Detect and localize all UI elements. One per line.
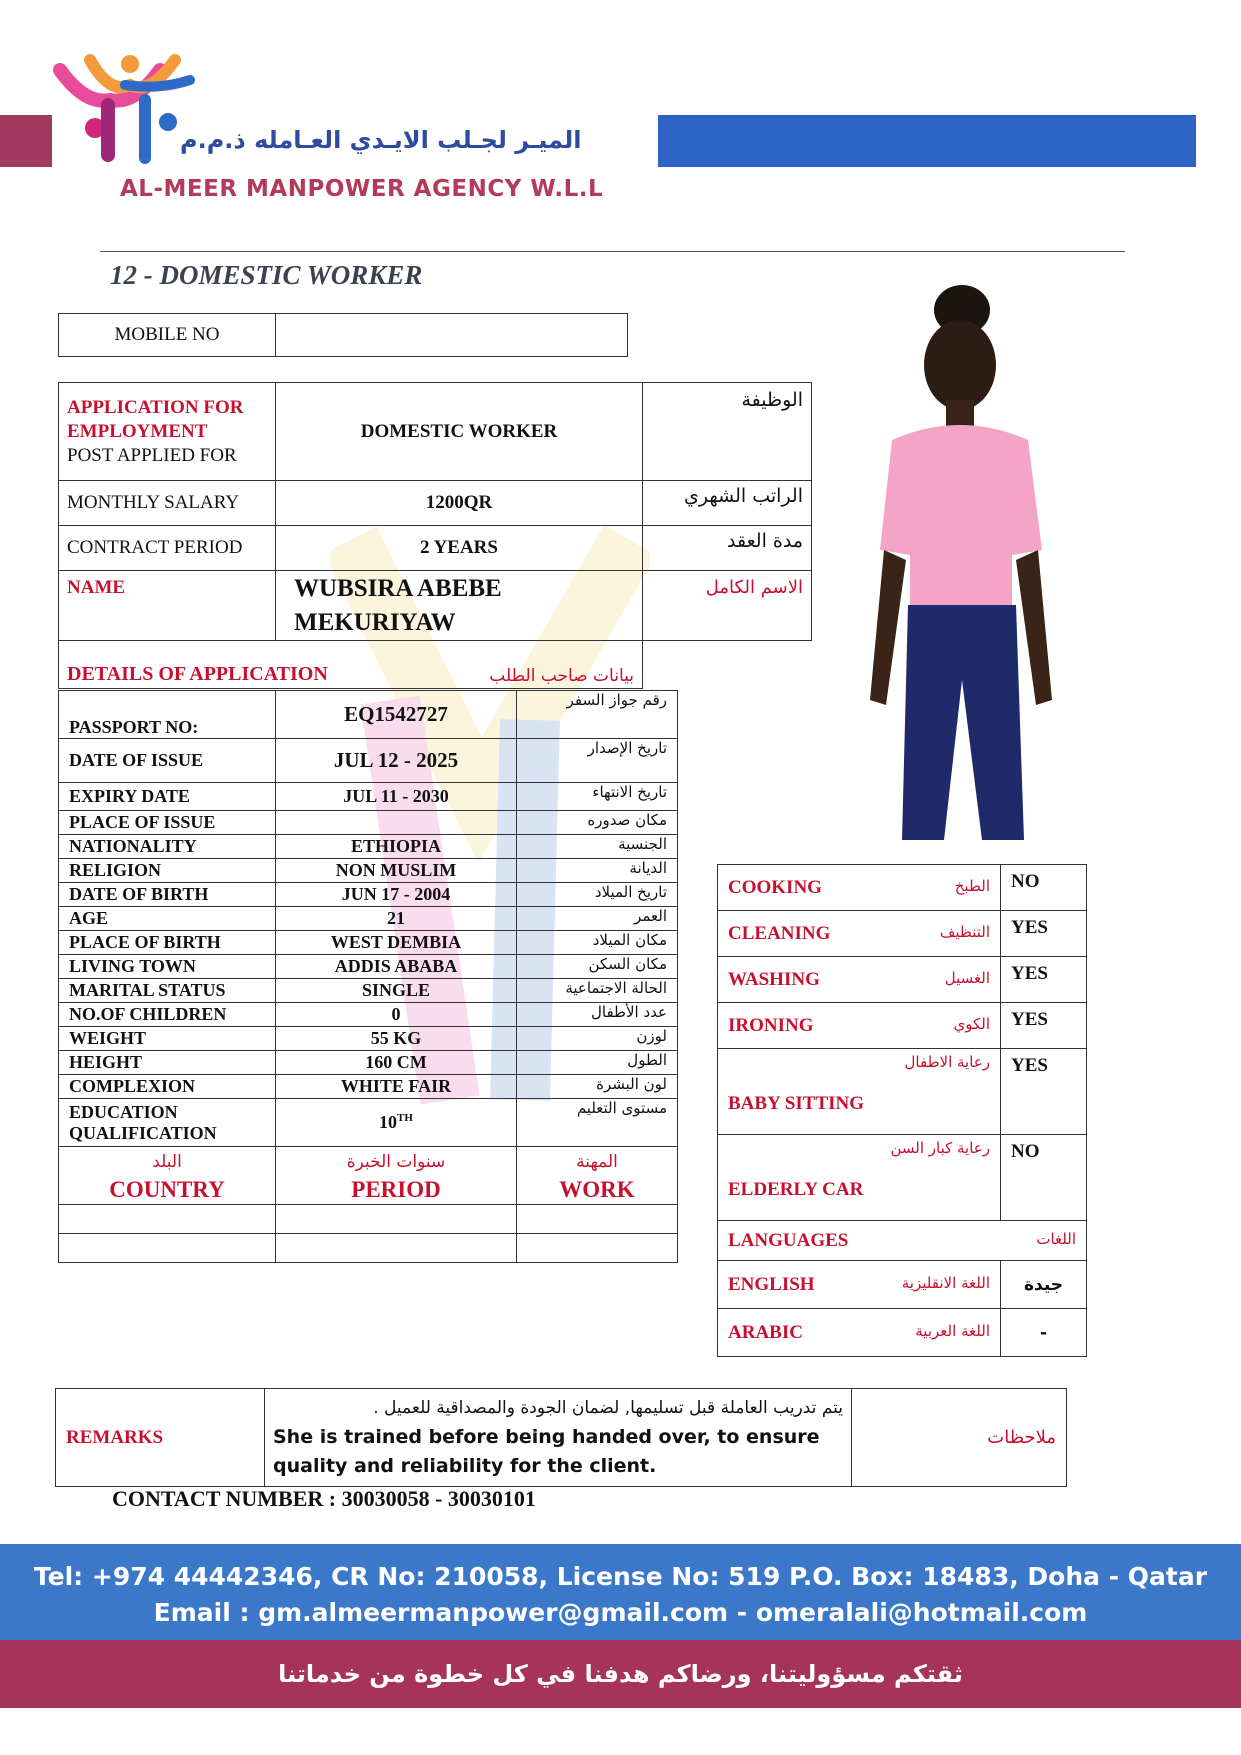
details-row xyxy=(59,955,678,979)
details-value: WEST DEMBIA xyxy=(276,931,517,955)
details-label: AGE xyxy=(59,907,276,931)
remarks-table xyxy=(55,1388,1067,1487)
skill-label: BABY SITTING xyxy=(728,1093,865,1114)
experience-country-label-ar: البلد xyxy=(152,1151,182,1172)
footer-slogan: ثقتكم مسؤوليتنا، ورضاكم هدفنا في كل خطوة من خدماتنا xyxy=(278,1660,963,1688)
details-row xyxy=(59,1051,678,1075)
agency-name-english: AL-MEER MANPOWER AGENCY W.L.L xyxy=(120,176,604,202)
details-label: EDUCATION QUALIFICATION xyxy=(59,1099,276,1147)
skill-row xyxy=(718,911,1087,957)
details-label: DATE OF BIRTH xyxy=(59,883,276,907)
name-value: WUBSIRA ABEBE MEKURIYAW xyxy=(276,571,643,641)
skill-value: NO xyxy=(1001,1135,1087,1221)
details-row xyxy=(59,739,678,783)
details-label-ar: مكان الميلاد xyxy=(517,931,678,955)
details-value: NON MUSLIM xyxy=(276,859,517,883)
details-label: PLACE OF ISSUE xyxy=(59,811,276,835)
details-value: WHITE FAIR xyxy=(276,1075,517,1099)
details-label-ar: العمر xyxy=(517,907,678,931)
details-label-ar: تاريخ الانتهاء xyxy=(517,783,678,811)
language-row xyxy=(718,1261,1087,1309)
details-value: ADDIS ABABA xyxy=(276,955,517,979)
skill-label: IRONING xyxy=(728,1014,814,1036)
skill-label-cell xyxy=(718,911,1001,957)
language-label: ARABIC xyxy=(728,1321,803,1343)
post-label-cell xyxy=(59,383,276,481)
details-row xyxy=(59,859,678,883)
skill-value: YES xyxy=(1001,911,1087,957)
details-label-ar: رقم جواز السفر xyxy=(517,691,678,739)
skill-label-ar: الطبخ xyxy=(954,876,990,895)
language-label-cell xyxy=(718,1261,1001,1309)
language-label: ENGLISH xyxy=(728,1273,815,1295)
details-row xyxy=(59,835,678,859)
details-row xyxy=(59,979,678,1003)
contact-number: CONTACT NUMBER : 30030058 - 30030101 xyxy=(112,1486,536,1511)
application-table xyxy=(58,382,812,689)
header-divider xyxy=(100,251,1125,252)
agency-name-arabic: الميـر لجـلب الايـدي العـامله ذ.م.م xyxy=(180,126,582,154)
skill-row xyxy=(718,865,1087,911)
skills-table xyxy=(717,864,1087,1357)
details-value: SINGLE xyxy=(276,979,517,1003)
details-value: JUL 12 - 2025 xyxy=(276,739,517,783)
experience-country-label: COUNTRY xyxy=(109,1176,225,1202)
details-value: JUN 17 - 2004 xyxy=(276,883,517,907)
salary-value: 1200QR xyxy=(276,481,643,526)
skill-label-ar: الغسيل xyxy=(944,968,990,987)
experience-row xyxy=(59,1234,678,1263)
details-header-cell xyxy=(59,641,643,689)
experience-header-row xyxy=(59,1147,678,1205)
details-row xyxy=(59,931,678,955)
details-value: 0 xyxy=(276,1003,517,1027)
skill-label-cell xyxy=(718,1135,1001,1221)
skill-row xyxy=(718,957,1087,1003)
skill-row xyxy=(718,1135,1087,1221)
applicant-photo xyxy=(852,280,1062,850)
experience-period-label: PERIOD xyxy=(351,1176,441,1202)
skill-label-ar: الكوي xyxy=(953,1014,990,1033)
details-value xyxy=(276,811,517,835)
remarks-text-en: She is trained before being handed over, to ensure quality and reliability for the client. xyxy=(273,1426,820,1477)
header-accent-left xyxy=(0,115,52,167)
remarks-label-ar: ملاحظات xyxy=(852,1389,1067,1487)
details-row xyxy=(59,783,678,811)
details-row xyxy=(59,907,678,931)
details-label: LIVING TOWN xyxy=(59,955,276,979)
skill-value: YES xyxy=(1001,1003,1087,1049)
details-label-ar: تاريخ الميلاد xyxy=(517,883,678,907)
mobile-table xyxy=(58,313,628,357)
details-row xyxy=(59,691,678,739)
language-row xyxy=(718,1309,1087,1357)
details-label-ar: الديانة xyxy=(517,859,678,883)
languages-label-ar: اللغات xyxy=(1036,1229,1076,1248)
language-label-ar: اللغة العربية xyxy=(915,1321,990,1340)
details-label-ar: الجنسية xyxy=(517,835,678,859)
experience-cell xyxy=(276,1205,517,1234)
details-value: JUL 11 - 2030 xyxy=(276,783,517,811)
details-label: NO.OF CHILDREN xyxy=(59,1003,276,1027)
details-label-ar: عدد الأطفال xyxy=(517,1003,678,1027)
experience-cell xyxy=(517,1234,678,1263)
experience-cell xyxy=(59,1234,276,1263)
skill-label-cell xyxy=(718,865,1001,911)
details-value: EQ1542727 xyxy=(276,691,517,739)
details-row xyxy=(59,1099,678,1147)
details-label-ar: لون البشرة xyxy=(517,1075,678,1099)
details-label: EXPIRY DATE xyxy=(59,783,276,811)
details-row xyxy=(59,1075,678,1099)
experience-cell xyxy=(276,1234,517,1263)
mobile-value xyxy=(276,314,628,357)
skill-label: WASHING xyxy=(728,968,820,990)
contract-label-ar: مدة العقد xyxy=(643,526,812,571)
details-label: PLACE OF BIRTH xyxy=(59,931,276,955)
details-label-ar: لوزن xyxy=(517,1027,678,1051)
experience-country-header xyxy=(59,1147,276,1205)
details-value: 160 CM xyxy=(276,1051,517,1075)
skill-value: YES xyxy=(1001,1049,1087,1135)
skill-value: NO xyxy=(1001,865,1087,911)
details-label-ar: الحالة الاجتماعية xyxy=(517,979,678,1003)
details-row xyxy=(59,811,678,835)
skill-label: CLEANING xyxy=(728,922,831,944)
details-label-ar: الطول xyxy=(517,1051,678,1075)
experience-work-label: WORK xyxy=(559,1176,635,1202)
details-label: PASSPORT NO: xyxy=(59,691,276,739)
experience-cell xyxy=(59,1205,276,1234)
skill-label-cell xyxy=(718,1003,1001,1049)
details-value: 21 xyxy=(276,907,517,931)
details-row xyxy=(59,1027,678,1051)
experience-row xyxy=(59,1205,678,1234)
skill-value: YES xyxy=(1001,957,1087,1003)
details-label: WEIGHT xyxy=(59,1027,276,1051)
details-label: COMPLEXION xyxy=(59,1075,276,1099)
details-value: ETHIOPIA xyxy=(276,835,517,859)
languages-header-cell xyxy=(718,1221,1087,1261)
details-label-ar: مستوى التعليم xyxy=(517,1099,678,1147)
details-label: RELIGION xyxy=(59,859,276,883)
details-value xyxy=(276,1099,517,1147)
language-level: - xyxy=(1001,1309,1087,1357)
name-label: NAME xyxy=(59,571,276,641)
header-accent-right xyxy=(658,115,1196,167)
details-label: DETAILS OF APPLICATION xyxy=(67,663,328,685)
post-applied-label: POST APPLIED FOR xyxy=(67,444,237,466)
experience-work-header xyxy=(517,1147,678,1205)
experience-period-label-ar: سنوات الخبرة xyxy=(346,1151,446,1172)
details-label-ar: مكان السكن xyxy=(517,955,678,979)
application-for-employment-label: APPLICATION FOR EMPLOYMENT xyxy=(67,396,244,442)
details-label-ar: تاريخ الإصدار xyxy=(517,739,678,783)
skill-row xyxy=(718,1003,1087,1049)
contract-label: CONTRACT PERIOD xyxy=(59,526,276,571)
details-label: MARITAL STATUS xyxy=(59,979,276,1003)
experience-work-label-ar: المهنة xyxy=(576,1151,618,1172)
remarks-text-cell xyxy=(265,1389,852,1487)
details-label: HEIGHT xyxy=(59,1051,276,1075)
post-label-ar: الوظيفة xyxy=(643,383,812,481)
skill-label: COOKING xyxy=(728,876,822,898)
language-label-ar: اللغة الانقليزية xyxy=(901,1273,990,1292)
mobile-label: MOBILE NO xyxy=(59,314,276,357)
skill-label: ELDERLY CAR xyxy=(728,1179,864,1200)
language-level: جيدة xyxy=(1001,1261,1087,1309)
language-label-cell xyxy=(718,1309,1001,1357)
details-label-ar: مكان صدوره xyxy=(517,811,678,835)
salary-label: MONTHLY SALARY xyxy=(59,481,276,526)
languages-header-row xyxy=(718,1221,1087,1261)
document-title: 12 - DOMESTIC WORKER xyxy=(110,260,423,290)
skill-label-ar: رعاية الاطفال xyxy=(904,1053,990,1071)
skill-label-cell xyxy=(718,1049,1001,1135)
languages-label: LANGUAGES xyxy=(728,1229,849,1251)
footer-phone-info: Tel: +974 44442346, CR No: 210058, License No: 519 P.O. Box: 18483, Doha - Qatar xyxy=(33,1562,1208,1591)
details-value: 55 KG xyxy=(276,1027,517,1051)
details-value-suffix: TH xyxy=(397,1112,413,1124)
details-label: NATIONALITY xyxy=(59,835,276,859)
skill-label-cell xyxy=(718,957,1001,1003)
name-label-ar: الاسم الكامل xyxy=(643,571,812,641)
details-label-ar: بيانات صاحب الطلب xyxy=(489,666,634,686)
remarks-label: REMARKS xyxy=(56,1389,265,1487)
experience-cell xyxy=(517,1205,678,1234)
details-label: DATE OF ISSUE xyxy=(59,739,276,783)
salary-label-ar: الراتب الشهري xyxy=(643,481,812,526)
skill-label-ar: التنظيف xyxy=(939,922,990,941)
details-value-number: 10 xyxy=(379,1112,398,1132)
skill-label-ar: رعاية كبار السن xyxy=(890,1139,990,1157)
details-row xyxy=(59,1003,678,1027)
skill-row xyxy=(718,1049,1087,1135)
post-value: DOMESTIC WORKER xyxy=(276,383,643,481)
remarks-text-ar: يتم تدريب العاملة قبل تسليمها, لضمان الجودة والمصداقية للعميل . xyxy=(373,1398,843,1418)
experience-period-header xyxy=(276,1147,517,1205)
footer-email-info: Email : gm.almeermanpower@gmail.com - omeralali@hotmail.com xyxy=(153,1598,1088,1627)
contract-value: 2 YEARS xyxy=(276,526,643,571)
details-table xyxy=(58,690,678,1263)
details-row xyxy=(59,883,678,907)
